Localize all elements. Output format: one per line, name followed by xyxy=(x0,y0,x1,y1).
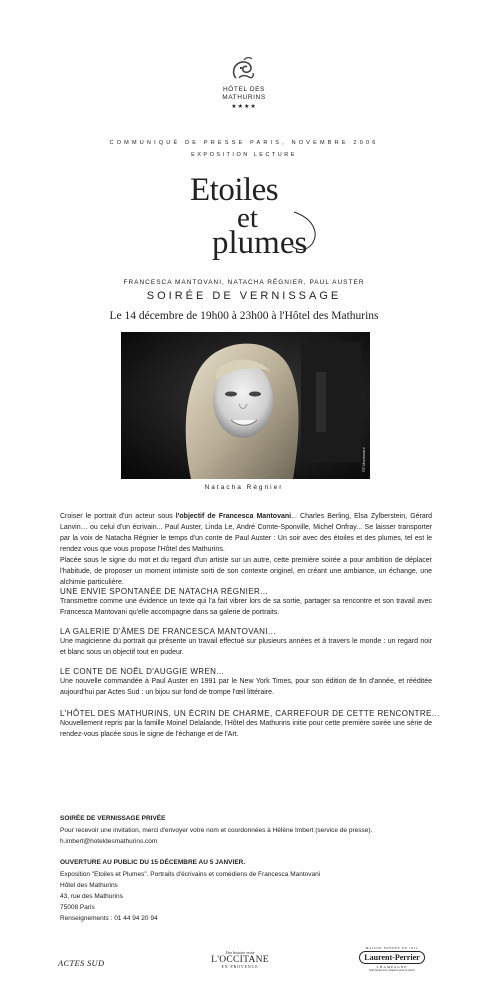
hotel-name: HÔTEL DES MATHURINS xyxy=(222,86,266,101)
event-date: Le 14 décembre de 19h00 à 23h00 à l'Hôtel des Mathurins xyxy=(109,310,379,322)
public-title: OUVERTURE AU PUBLIC DU 15 DÉCEMBRE AU 5 JANVIER. xyxy=(60,859,246,866)
public-line-2: Hôtel des Mathurins xyxy=(60,882,118,889)
laurent-perrier-logo: MAISON FONDÉE EN 1812 Laurent-Perrier CHAMPAGNE Sélectionné avec élégance pour la soirée xyxy=(352,946,432,972)
actes-sud-logo: ACTES SUD xyxy=(58,958,105,968)
exposition-label: EXPOSITION LECTURE xyxy=(191,152,297,158)
section-text-natacha: Transmettre comme une évidence un texte qui l'a fait vibrer lors de sa sortie, partager sa rencontre et son travail avec Francesca Mantovani qu'elle accompagne dans sa galerie de portraits. xyxy=(60,598,432,616)
title-etoiles: Etoiles xyxy=(190,172,279,208)
section-title-conte: LE CONTE DE NOËL D'AUGGIE WREN... xyxy=(60,667,225,676)
title-et: et xyxy=(237,202,258,234)
private-text: Pour recevoir une invitation, merci d'envoyer votre nom et coordonnées à Hélène Imbert (service de presse). xyxy=(60,827,373,834)
public-line-3: 43, rue des Mathurins xyxy=(60,893,123,900)
artists-line: FRANCESCA MANTOVANI, NATACHA RÉGNIER, PAUL AUSTER xyxy=(123,279,365,286)
hotel-stars: ★★★★ xyxy=(231,104,257,110)
section-text-conte: Une nouvelle commandée à Paul Auster en 1991 par le New York Times, pour son édition de fin d'année, et rééditée aujourd'hui par Actes Sud : un bijou sur fond de trompe l'œil littéraire. xyxy=(60,678,432,696)
intro-paragraph: Croiser le portrait d'un acteur sous l'objectif de Francesca Mantovani... Charles Berling, Elsa Zylberstein, Gérard Lanvin… ou celui d'un écrivain... Paul Auster, Linda Le, André Comte-Sponville, Michel Onfray... Se laisser transporter par la voix de Natacha Régnier le temps d'un conte de Paul Auster : Un soir avec des étoiles et des plumes, tel est le rendez vous que vous propose l'Hôtel des Mathurins. xyxy=(60,513,432,553)
public-line-5: Renseignements : 01 44 94 20 94 xyxy=(60,915,158,922)
title-plumes: plumes xyxy=(212,225,308,261)
intro-paragraph-2: Placée sous le signe du mot et du regard d'un artiste sur un autre, cette première soirée a pour ambition de déplacer l'habitude, de proposer un moment intimiste sorti de son contexte originel, en créant une ambiance, un échange, une alchimie particulière. xyxy=(60,557,432,586)
section-text-hotel: Nouvellement repris par la famille Moinel Delalande, l'Hôtel des Mathurins initie pour cette première soirée une série de rendez-vous placée sous le signe de l'échange et de l'Art. xyxy=(60,720,432,738)
private-title: SOIRÉE DE VERNISSAGE PRIVÉE xyxy=(60,815,166,822)
hotel-logo-icon xyxy=(226,54,262,84)
private-email[interactable]: h.imbert@hoteldesmathurins.com xyxy=(60,838,158,845)
press-release-line: COMMUNIQUÉ DE PRESSE PARIS, NOVEMBRE 2006 xyxy=(109,140,379,146)
occitane-logo: Une histoire vraie L'OCCITANE EN PROVENCE xyxy=(211,950,269,969)
public-line-1: Exposition "Etoiles et Plumes". Portraits d'écrivains et comédiens de Francesca Mantovani xyxy=(60,871,321,878)
photo-credit: ©F.Mantovani xyxy=(361,447,366,472)
portrait-photo xyxy=(121,332,370,479)
section-title-francesca: LA GALERIE D'ÂMES DE FRANCESCA MANTOVANI... xyxy=(60,627,276,636)
section-text-francesca: Une magicienne du portrait qui présente un travail effectué sur plusieurs années et à travers le monde : un regard noir et blanc sous un objectif tout en pudeur. xyxy=(60,638,432,656)
photo-caption: Natacha Régnier xyxy=(204,484,284,491)
title-swash-decoration xyxy=(290,210,322,254)
public-line-4: 75008 Paris xyxy=(60,904,95,911)
event-name: SOIRÉE DE VERNISSAGE xyxy=(146,290,342,302)
section-title-natacha: UNE ENVIE SPONTANÉE DE NATACHA RÉGNIER... xyxy=(60,587,268,596)
portrait-image xyxy=(121,332,370,479)
section-title-hotel: L'HÔTEL DES MATHURINS, UN ÉCRIN DE CHARME, CARREFOUR DE CETTE RENCONTRE... xyxy=(60,709,440,718)
